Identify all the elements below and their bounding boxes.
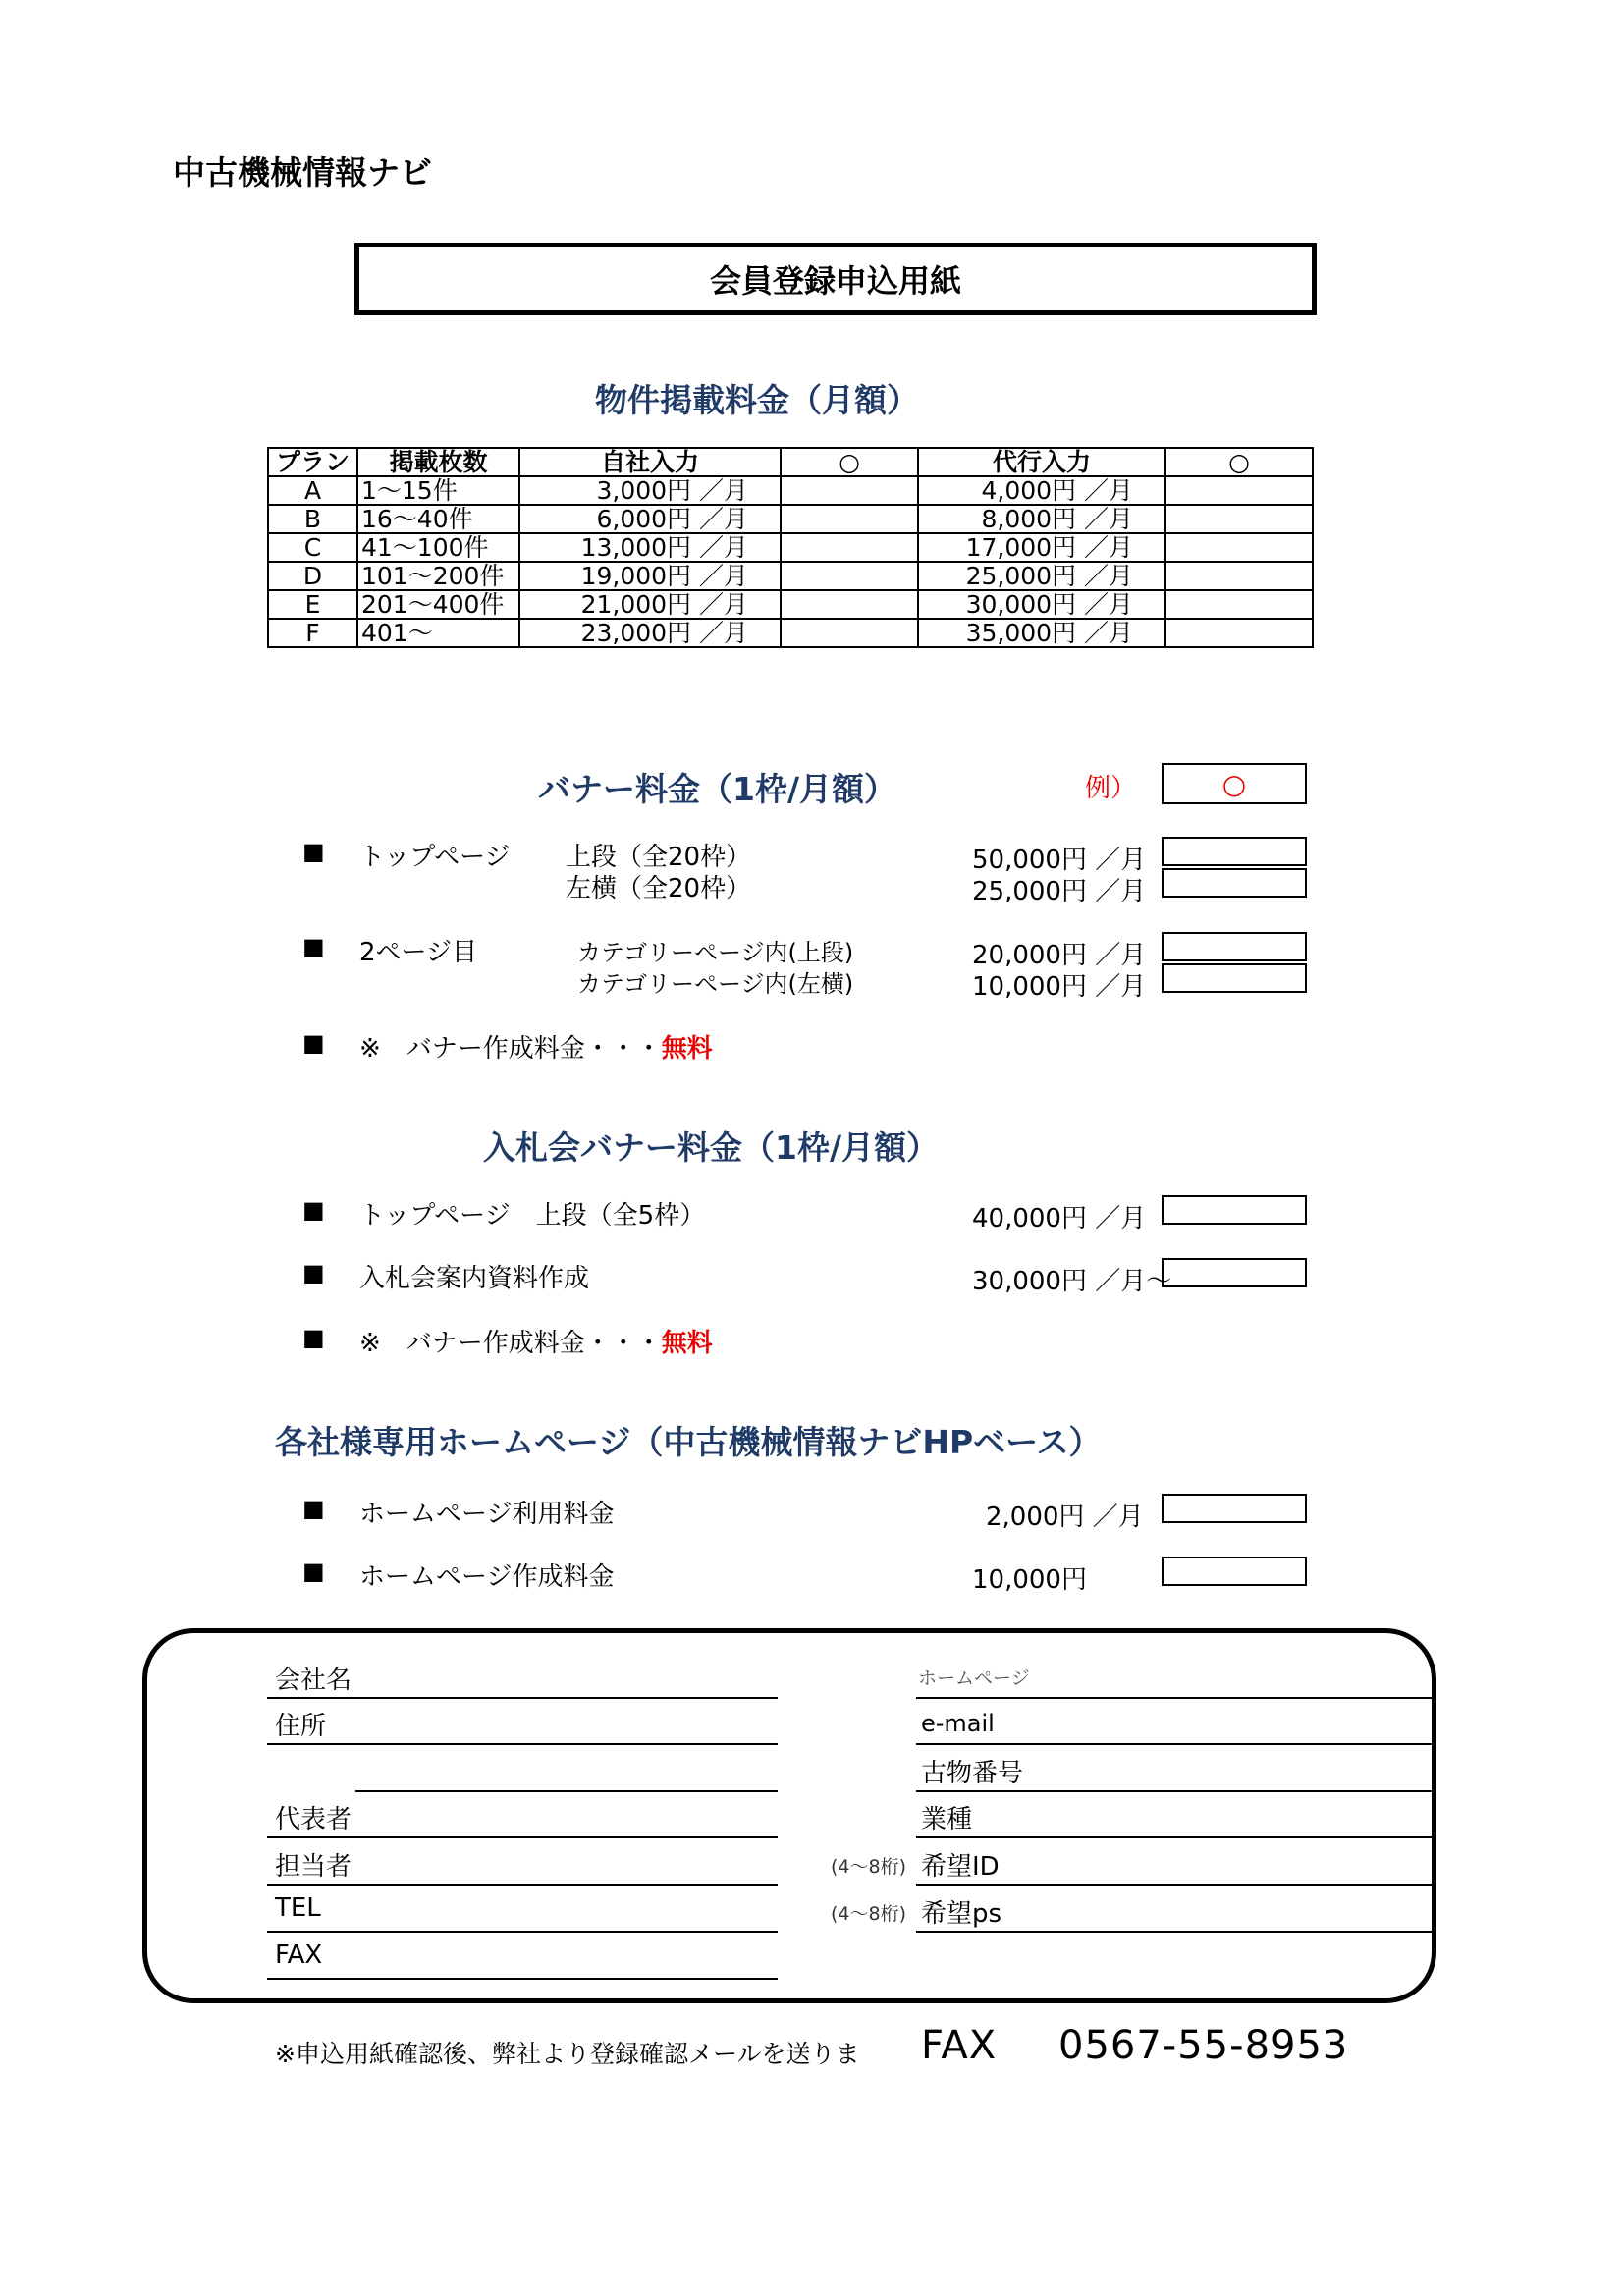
count-cell: 401～ bbox=[357, 619, 519, 647]
banner-cat-upper-label: カテゴリーページ内(上段) bbox=[577, 939, 854, 966]
example-checkbox bbox=[1162, 763, 1307, 804]
listing-fee-table bbox=[267, 447, 1314, 648]
banner-cat-upper-checkbox[interactable] bbox=[1162, 932, 1307, 961]
contact-label: 担当者 bbox=[275, 1852, 352, 1882]
self-price-cell: 23,000円 ／月 bbox=[519, 619, 781, 647]
header-agent-check: ○ bbox=[1165, 448, 1313, 476]
plan-cell: B bbox=[268, 505, 357, 533]
representative-field[interactable] bbox=[267, 1836, 778, 1838]
desired-ps-label: 希望ps bbox=[921, 1899, 1002, 1929]
table-row bbox=[268, 505, 1313, 533]
self-check-cell[interactable] bbox=[781, 505, 918, 533]
header-count: 掲載枚数 bbox=[357, 448, 519, 476]
homepage-creation-price: 10,000円 bbox=[972, 1565, 1087, 1595]
bullet-icon: ■ bbox=[302, 1324, 325, 1351]
banner-creation-note bbox=[359, 1028, 713, 1065]
plan-cell: D bbox=[268, 562, 357, 590]
industry-label: 業種 bbox=[921, 1805, 973, 1834]
homepage-label: ホームページ bbox=[918, 1667, 1030, 1689]
table-row bbox=[268, 562, 1313, 590]
table-row bbox=[268, 619, 1313, 647]
address-label: 住所 bbox=[275, 1712, 327, 1741]
count-cell: 101～200件 bbox=[357, 562, 519, 590]
header-self-check: ○ bbox=[781, 448, 918, 476]
table-header-row bbox=[268, 448, 1313, 476]
self-price-cell: 13,000円 ／月 bbox=[519, 533, 781, 562]
id-hint: (4～8桁) bbox=[831, 1856, 907, 1878]
bullet-icon: ■ bbox=[302, 1029, 325, 1057]
listing-section-title: 物件掲載料金（月額） bbox=[595, 381, 919, 419]
brand-title: 中古機械情報ナビ bbox=[173, 153, 432, 191]
agent-check-cell[interactable] bbox=[1165, 590, 1313, 619]
banner-top-upper-label: 上段（全20枠） bbox=[566, 843, 752, 872]
representative-label: 代表者 bbox=[275, 1805, 352, 1834]
example-mark: ○ bbox=[1221, 767, 1247, 800]
example-label: 例） bbox=[1085, 774, 1137, 803]
company-field[interactable] bbox=[267, 1697, 778, 1699]
agent-price-cell: 8,000円 ／月 bbox=[918, 505, 1165, 533]
plan-cell: E bbox=[268, 590, 357, 619]
banner-top-upper-checkbox[interactable] bbox=[1162, 837, 1307, 866]
industry-field[interactable] bbox=[916, 1836, 1433, 1838]
banner-page2-label: 2ページ目 bbox=[359, 938, 478, 967]
self-check-cell[interactable] bbox=[781, 619, 918, 647]
homepage-usage-checkbox[interactable] bbox=[1162, 1494, 1307, 1523]
bullet-icon: ■ bbox=[302, 1259, 325, 1286]
banner-cat-left-label: カテゴリーページ内(左横) bbox=[577, 970, 854, 998]
agent-check-cell[interactable] bbox=[1165, 619, 1313, 647]
desired-ps-field[interactable] bbox=[916, 1931, 1433, 1933]
homepage-field[interactable] bbox=[916, 1697, 1433, 1699]
agent-price-cell: 4,000円 ／月 bbox=[918, 476, 1165, 505]
self-check-cell[interactable] bbox=[781, 562, 918, 590]
banner-section-title: バナー料金（1枠/月額） bbox=[538, 770, 897, 808]
tel-label: TEL bbox=[275, 1893, 321, 1923]
self-price-cell: 19,000円 ／月 bbox=[519, 562, 781, 590]
auction-section-title: 入札会バナー料金（1枠/月額） bbox=[483, 1128, 940, 1167]
auction-creation-note-text: ※ バナー作成料金・・・ bbox=[359, 1329, 662, 1358]
homepage-usage-price: 2,000円 ／月 bbox=[986, 1503, 1144, 1532]
count-cell: 41～100件 bbox=[357, 533, 519, 562]
count-cell: 16～40件 bbox=[357, 505, 519, 533]
agent-price-cell: 17,000円 ／月 bbox=[918, 533, 1165, 562]
header-self-input: 自社入力 bbox=[519, 448, 781, 476]
fax-field[interactable] bbox=[267, 1978, 778, 1980]
agent-check-cell[interactable] bbox=[1165, 562, 1313, 590]
banner-top-upper-price: 50,000円 ／月 bbox=[972, 846, 1147, 875]
agent-check-cell[interactable] bbox=[1165, 533, 1313, 562]
fax-label: FAX bbox=[275, 1941, 323, 1970]
self-check-cell[interactable] bbox=[781, 590, 918, 619]
auction-top-label: トップページ 上段（全5枠） bbox=[359, 1201, 706, 1230]
contact-field[interactable] bbox=[267, 1884, 778, 1886]
count-cell: 1～15件 bbox=[357, 476, 519, 505]
agent-price-cell: 25,000円 ／月 bbox=[918, 562, 1165, 590]
banner-top-page-label: トップページ bbox=[359, 843, 511, 872]
plan-cell: A bbox=[268, 476, 357, 505]
plan-cell: C bbox=[268, 533, 357, 562]
ps-hint: (4～8桁) bbox=[831, 1903, 907, 1925]
fax-label-large: FAX bbox=[921, 2023, 998, 2068]
self-price-cell: 21,000円 ／月 bbox=[519, 590, 781, 619]
auction-material-checkbox[interactable] bbox=[1162, 1258, 1307, 1287]
antique-no-field[interactable] bbox=[916, 1790, 1433, 1792]
company-label: 会社名 bbox=[275, 1666, 352, 1695]
auction-top-checkbox[interactable] bbox=[1162, 1195, 1307, 1225]
email-field[interactable] bbox=[916, 1743, 1433, 1745]
banner-creation-note-text: ※ バナー作成料金・・・ bbox=[359, 1034, 662, 1064]
auction-material-label: 入札会案内資料作成 bbox=[359, 1264, 590, 1293]
bullet-icon: ■ bbox=[302, 838, 325, 865]
fax-number: 0567-55-8953 bbox=[1058, 2023, 1349, 2068]
table-row bbox=[268, 476, 1313, 505]
bullet-icon: ■ bbox=[302, 1558, 325, 1585]
table-row bbox=[268, 590, 1313, 619]
banner-cat-upper-price: 20,000円 ／月 bbox=[972, 941, 1147, 970]
bullet-icon: ■ bbox=[302, 1495, 325, 1522]
count-cell: 201～400件 bbox=[357, 590, 519, 619]
agent-price-cell: 35,000円 ／月 bbox=[918, 619, 1165, 647]
email-label: e-mail bbox=[921, 1710, 995, 1737]
bullet-icon: ■ bbox=[302, 933, 325, 960]
address-field[interactable] bbox=[267, 1743, 778, 1745]
form-title-text: 会員登録申込用紙 bbox=[709, 262, 961, 300]
auction-creation-note bbox=[359, 1323, 713, 1359]
banner-top-left-price: 25,000円 ／月 bbox=[972, 877, 1147, 906]
address-field-2[interactable] bbox=[355, 1790, 778, 1792]
free-label: 無料 bbox=[661, 1034, 713, 1064]
homepage-creation-checkbox[interactable] bbox=[1162, 1557, 1307, 1586]
self-check-cell[interactable] bbox=[781, 533, 918, 562]
plan-cell: F bbox=[268, 619, 357, 647]
auction-top-price: 40,000円 ／月 bbox=[972, 1204, 1147, 1233]
agent-price-cell: 30,000円 ／月 bbox=[918, 590, 1165, 619]
antique-no-label: 古物番号 bbox=[921, 1759, 1024, 1788]
table-row bbox=[268, 533, 1313, 562]
homepage-section-title: 各社様専用ホームページ（中古機械情報ナビHPベース） bbox=[275, 1423, 1102, 1461]
self-price-cell: 6,000円 ／月 bbox=[519, 505, 781, 533]
desired-id-field[interactable] bbox=[916, 1884, 1433, 1886]
self-price-cell: 3,000円 ／月 bbox=[519, 476, 781, 505]
banner-top-left-label: 左横（全20枠） bbox=[566, 874, 752, 903]
homepage-creation-label: ホームページ作成料金 bbox=[359, 1562, 615, 1592]
banner-cat-left-checkbox[interactable] bbox=[1162, 963, 1307, 993]
header-plan: プラン bbox=[268, 448, 357, 476]
homepage-usage-label: ホームページ利用料金 bbox=[359, 1500, 615, 1529]
banner-cat-left-price: 10,000円 ／月 bbox=[972, 972, 1147, 1002]
bullet-icon: ■ bbox=[302, 1196, 325, 1224]
footer-note: ※申込用紙確認後、弊社より登録確認メールを送りま bbox=[275, 2040, 860, 2068]
form-title bbox=[354, 243, 1317, 315]
self-check-cell[interactable] bbox=[781, 476, 918, 505]
desired-id-label: 希望ID bbox=[921, 1852, 1000, 1882]
tel-field[interactable] bbox=[267, 1931, 778, 1933]
auction-material-price: 30,000円 ／月～ bbox=[972, 1267, 1172, 1296]
free-label: 無料 bbox=[661, 1329, 713, 1358]
agent-check-cell[interactable] bbox=[1165, 505, 1313, 533]
banner-top-left-checkbox[interactable] bbox=[1162, 868, 1307, 898]
agent-check-cell[interactable] bbox=[1165, 476, 1313, 505]
header-agent-input: 代行入力 bbox=[918, 448, 1165, 476]
